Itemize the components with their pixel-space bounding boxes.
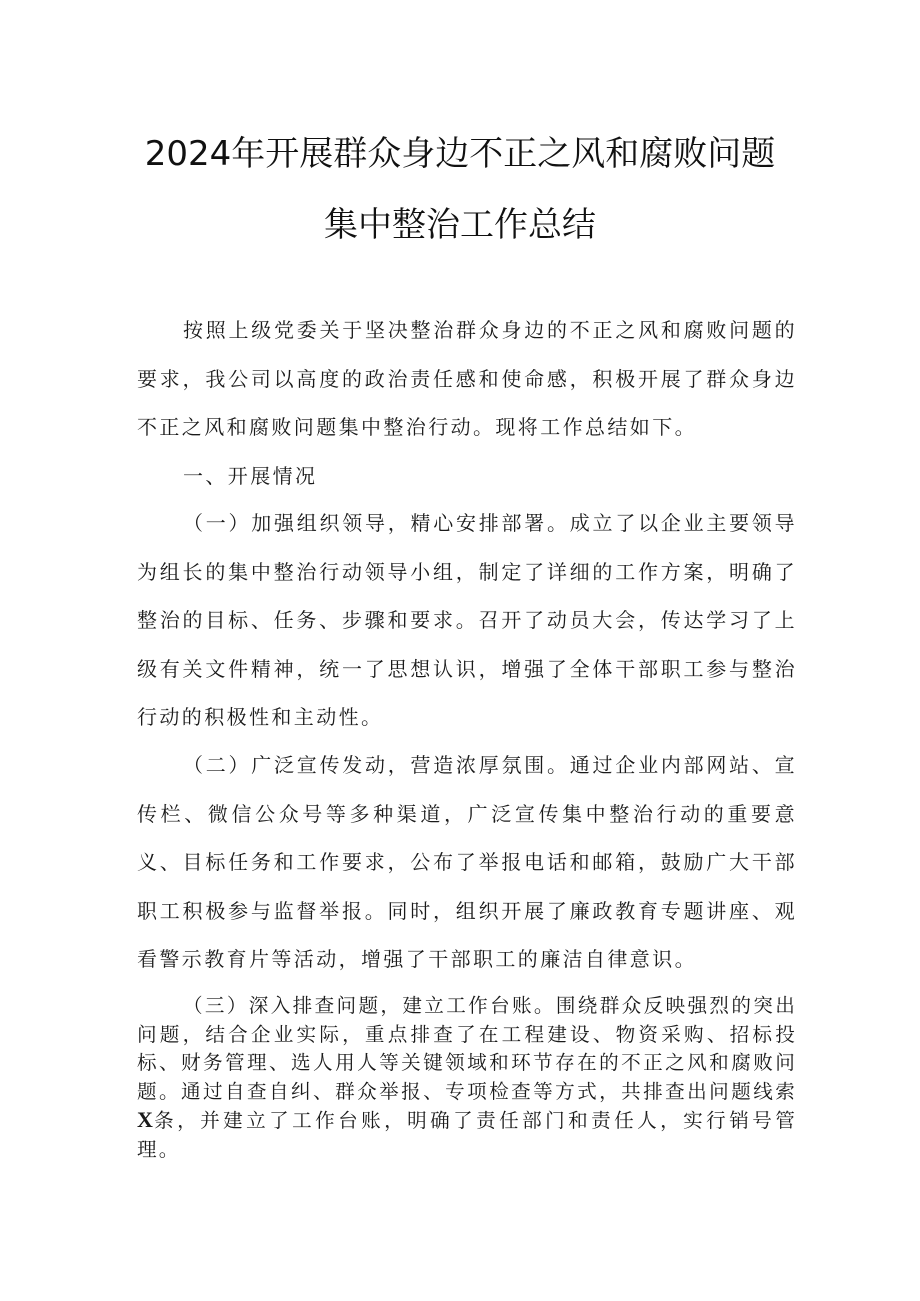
section-heading: 一、开展情况 <box>183 464 318 488</box>
item-2-paragraph: （二）广泛宣传发动，营造浓厚氛围。通过企业内部网站、宣传栏、微信公众号等多种渠道，广泛宣传集中整治行动的重要意义、目标任务和工作要求，公布了举报电话和邮箱，鼓励广大干部职工积极参与监督举报。同时，组织开展了廉政教育专题讲座、观看警示教育片等活动，增强了干部职工的廉洁自律意识。 <box>137 753 797 971</box>
item-3-paragraph <box>137 992 797 1164</box>
item-3-count: X <box>137 1107 153 1132</box>
item-3-text-part2: 条，并建立了工作台账，明确了责任部门和责任人，实行销号管理。 <box>137 1109 797 1161</box>
intro-paragraph: 按照上级党委关于坚决整治群众身边的不正之风和腐败问题的要求，我公司以高度的政治责任感和使命感，积极开展了群众身边不正之风和腐败问题集中整治行动。现将工作总结如下。 <box>137 318 797 439</box>
item-1-paragraph: （一）加强组织领导，精心安排部署。成立了以企业主要领导为组长的集中整治行动领导小组，制定了详细的工作方案，明确了整治的目标、任务、步骤和要求。召开了动员大会，传达学习了上级有关文件精神，统一了思想认识，增强了全体干部职工参与整治行动的积极性和主动性。 <box>137 511 797 729</box>
document-title-line2: 集中整治工作总结 <box>324 205 596 245</box>
document-title-line1: 2024年开展群众身边不正之风和腐败问题 <box>144 134 776 174</box>
item-3-text-part1: （三）深入排查问题，建立工作台账。围绕群众反映强烈的突出问题，结合企业实际，重点排查了在工程建设、物资采购、招标投标、财务管理、选人用人等关键领域和环节存在的不正之风和腐败问题。通过自查自纠、群众举报、专项检查等方式，共排查出问题线索 <box>137 994 797 1103</box>
